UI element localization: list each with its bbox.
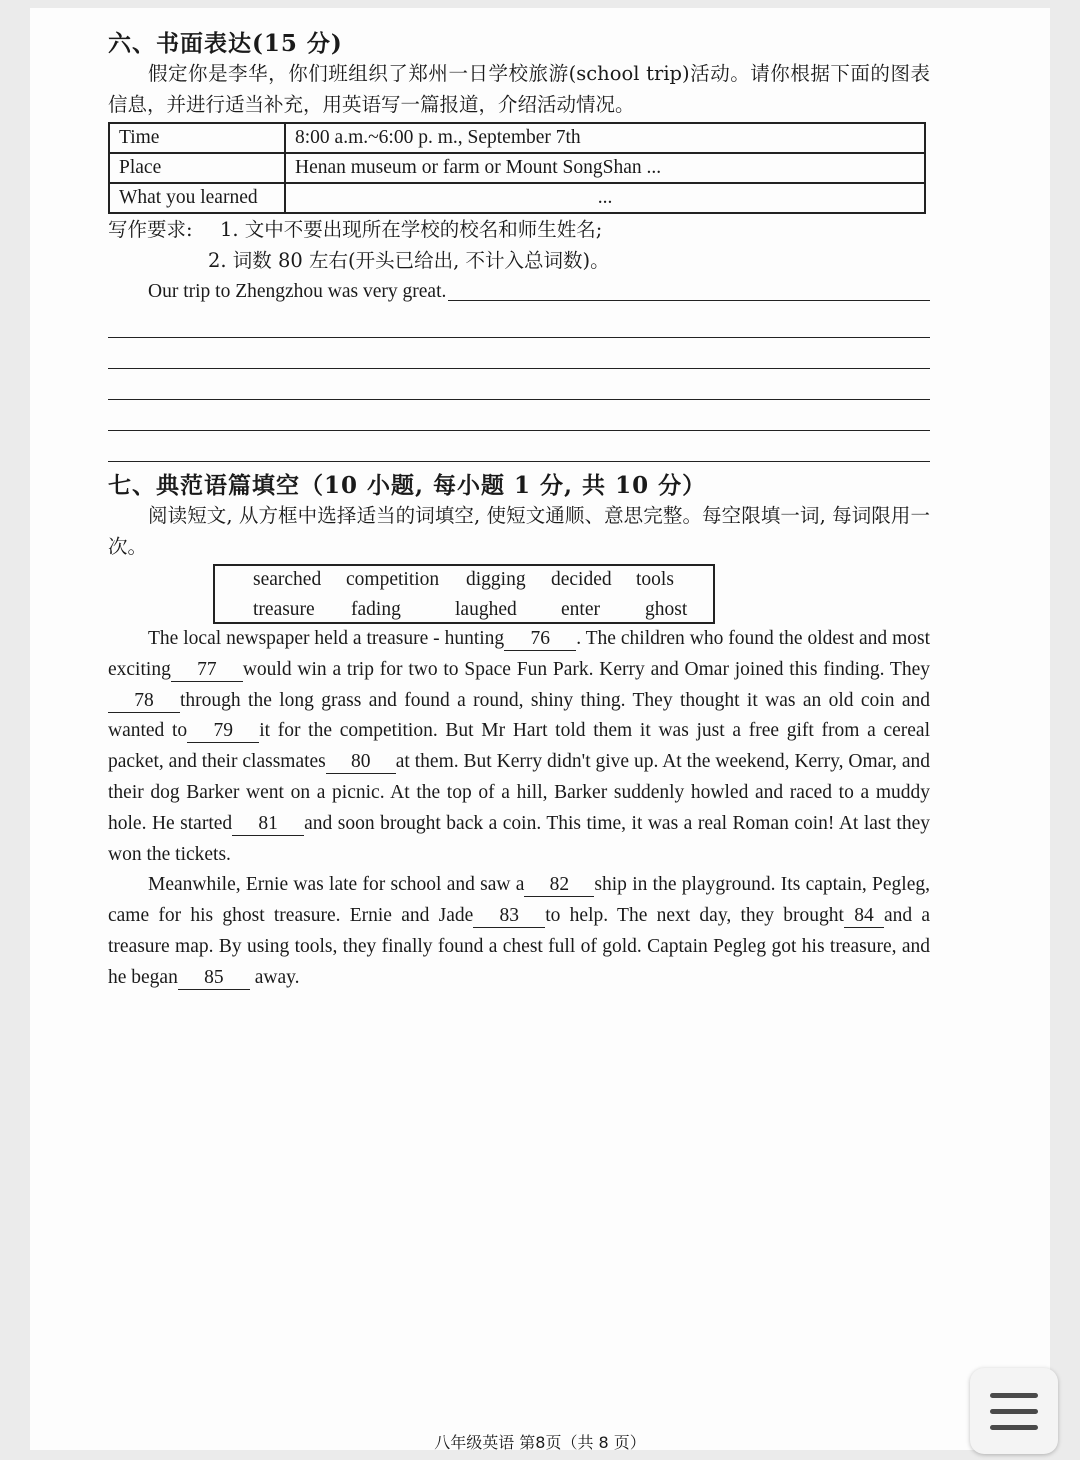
menu-bar — [990, 1425, 1038, 1430]
table-value-time: 8:00 a.m.~6:00 p. m., September 7th — [285, 123, 925, 153]
blank-82[interactable]: 82 — [524, 874, 594, 897]
word-bank-item: competition — [346, 569, 440, 590]
word-bank-item: decided — [551, 569, 612, 590]
table-row — [109, 153, 925, 183]
blank-80[interactable]: 80 — [326, 751, 396, 774]
word-bank-item: searched — [253, 569, 322, 590]
blank-76[interactable]: 76 — [504, 628, 576, 651]
exam-page — [30, 8, 1050, 1450]
passage-text: The local newspaper held a treasure - hunting — [148, 628, 505, 649]
requirements-label: 写作要求: — [108, 218, 193, 241]
writing-line[interactable] — [448, 276, 930, 301]
passage-text: at them. But Kerry didn't give up. At the weekend, Kerry, Omar, and their dog Barker went on a picnic. At the top of a hill, Barker suddenly howled and raced to a muddy hole. He started — [108, 751, 930, 834]
blank-78[interactable]: 78 — [108, 690, 180, 713]
table-row — [109, 123, 925, 153]
word-bank-item: laughed — [455, 599, 517, 620]
page-footer: 八年级英语 第8页（共 8 页） — [434, 1433, 646, 1452]
essay-starter-line[interactable] — [108, 276, 930, 307]
writing-line[interactable] — [108, 338, 930, 369]
essay-starter-text: Our trip to Zhengzhou was very great. — [148, 281, 447, 302]
blank-79[interactable]: 79 — [187, 720, 259, 743]
table-value-place: Henan museum or farm or Mount SongShan ... — [285, 153, 925, 183]
passage-text: . The children who found the oldest and most exciting — [108, 628, 930, 680]
section-6-instruction: 假定你是李华，你们班组织了郑州一日学校旅游(school trip)活动。请你根据下面的图表信息，并进行适当补充，用英语写一篇报道，介绍活动情况。 — [108, 62, 930, 116]
writing-line[interactable] — [108, 369, 930, 400]
writing-line[interactable] — [108, 431, 930, 462]
requirement-2: 2. 词数 80 左右(开头已给出, 不计入总词数)。 — [208, 249, 610, 272]
blank-81[interactable]: 81 — [232, 813, 304, 836]
section-6-title: 六、书面表达(15 分) — [108, 30, 343, 57]
table-label-learned: What you learned — [109, 183, 285, 213]
blank-85[interactable]: 85 — [178, 967, 250, 990]
passage-text: away. — [254, 966, 300, 988]
word-bank-item: ghost — [645, 599, 688, 620]
menu-bar — [990, 1393, 1038, 1398]
word-bank-item: fading — [351, 599, 401, 620]
hamburger-menu-icon[interactable] — [970, 1368, 1058, 1454]
passage-text: would win a trip for two to Space Fun Park. Kerry and Omar joined this finding. They — [242, 658, 930, 680]
word-bank-item: digging — [466, 569, 526, 590]
passage-paragraph-2 — [108, 870, 930, 993]
menu-bar — [990, 1409, 1038, 1414]
passage-paragraph-1 — [108, 624, 930, 870]
table-label-place: Place — [109, 153, 285, 183]
writing-line[interactable] — [108, 400, 930, 431]
word-bank-item: tools — [636, 569, 674, 590]
writing-line[interactable] — [108, 307, 930, 338]
info-table — [108, 122, 926, 214]
passage-text: ship in the playground. Its captain, Pegleg, came for his ghost treasure. Ernie and Jade — [108, 874, 930, 927]
table-label-time: Time — [109, 123, 285, 153]
section-7-title: 七、典范语篇填空（10 小题, 每小题 1 分, 共 10 分） — [108, 472, 707, 499]
passage-text: to help. The next day, they brought — [545, 905, 844, 927]
table-row — [109, 183, 925, 213]
word-bank-item: treasure — [253, 599, 315, 620]
blank-83[interactable]: 83 — [473, 905, 545, 928]
passage-text: Meanwhile, Ernie was late for school and saw a — [148, 874, 525, 896]
requirement-1: 1. 文中不要出现所在学校的校名和师生姓名; — [220, 218, 603, 241]
passage-text: through the long grass and found a round, shiny thing. They thought it was an old coin and wanted to — [108, 689, 930, 742]
page-content — [108, 30, 930, 994]
passage-text: and soon brought back a coin. This time, it was a real Roman coin! At last they won the tickets. — [108, 812, 930, 865]
blank-84[interactable]: 84 — [844, 905, 884, 928]
word-bank-box — [213, 564, 715, 624]
passage-text: it for the competition. But Mr Hart told them it was just a free gift from a cereal packet, and their classmates — [108, 720, 930, 773]
word-bank-item: enter — [561, 599, 600, 620]
table-value-learned: ... — [285, 183, 925, 213]
passage-text: and a treasure map. By using tools, they finally found a chest full of gold. Captain Pegleg got his treasure, and he began — [108, 905, 930, 988]
blank-77[interactable]: 77 — [171, 659, 243, 682]
section-7-instruction: 阅读短文, 从方框中选择适当的词填空, 使短文通顺、意思完整。每空限填一词, 每词限用一次。 — [108, 504, 930, 558]
writing-requirements — [108, 214, 930, 245]
